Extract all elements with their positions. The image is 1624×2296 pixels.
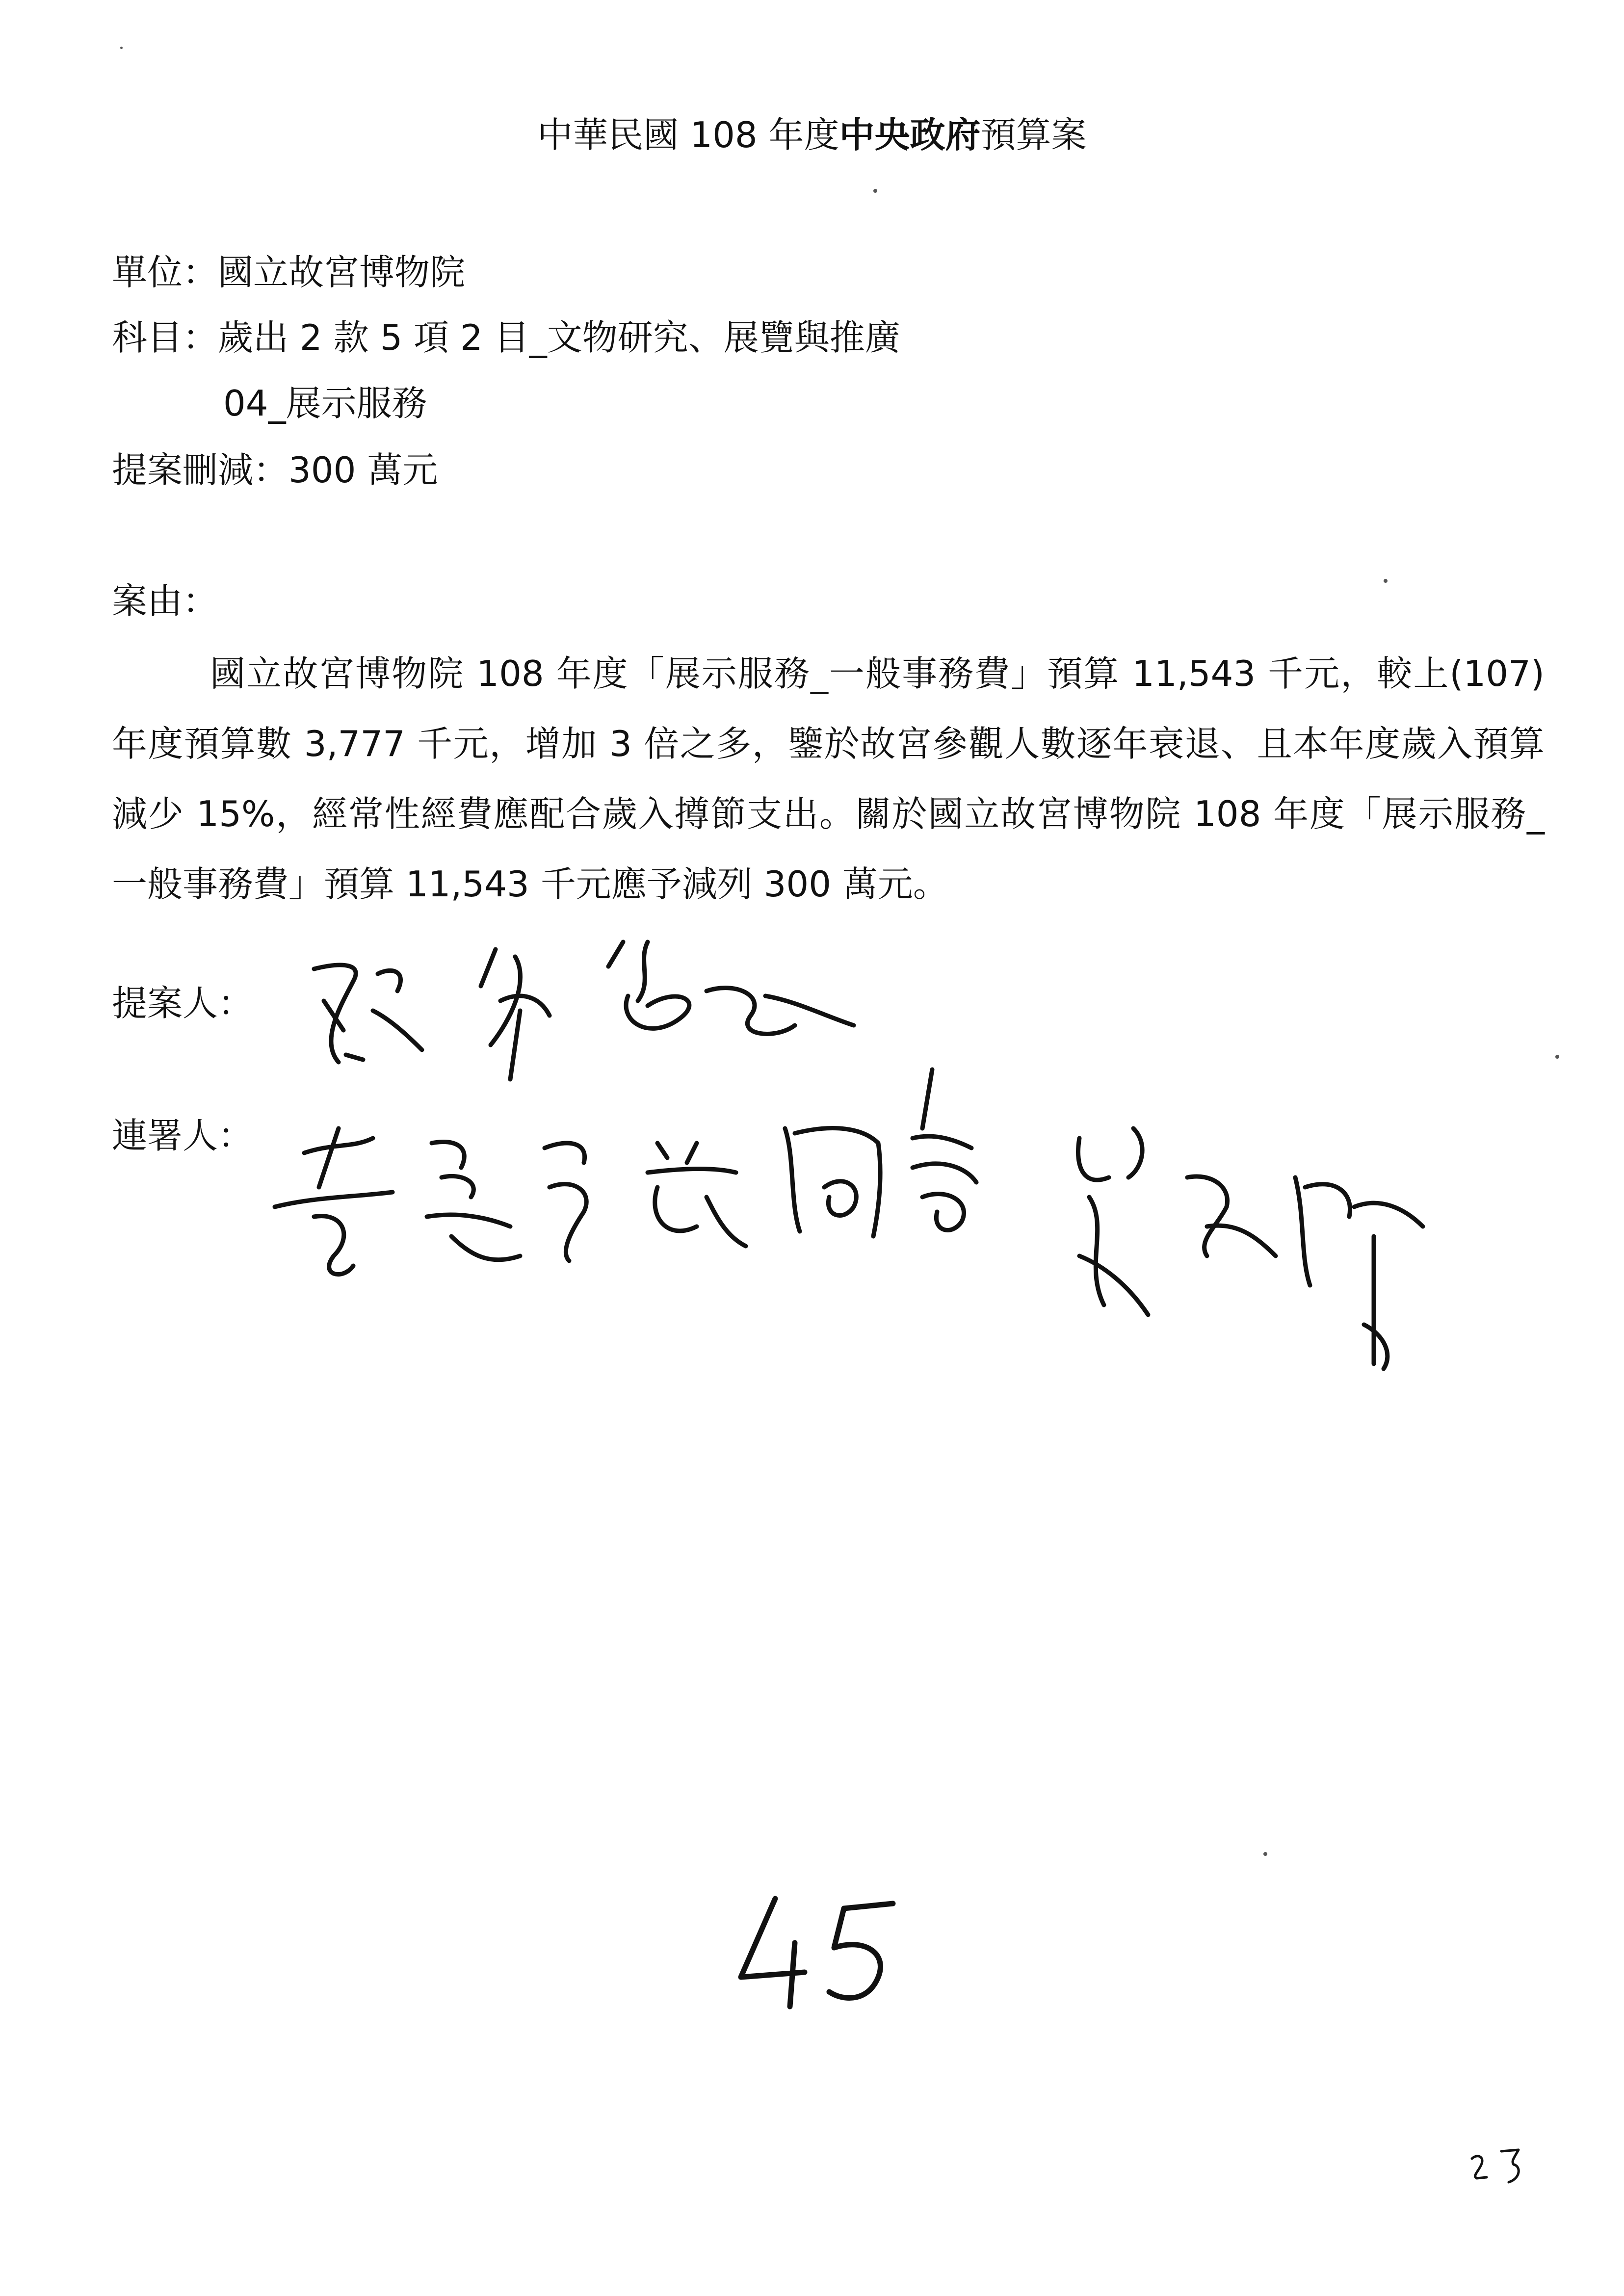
scan-speck [120,47,123,49]
corner-number-handwritten [1472,2150,1519,2182]
title-government: 中央政府 [839,114,981,156]
title-year: 中華民國 108 年度 [537,114,839,156]
cosigner-signatures [275,1070,1423,1369]
scan-speck [1555,1055,1559,1059]
document-title [0,110,1624,159]
unit-line: 單位：國立故宮博物院 [112,252,466,293]
scan-speck [1263,1852,1267,1856]
reduction-line: 提案刪減：300 萬元 [112,449,438,491]
page-number-handwritten [741,1899,893,2007]
reason-label: 案由： [112,580,218,622]
subject-line: 科目：歲出 2 款 5 項 2 目_文物研究、展覽與推廣 [112,317,900,358]
proposer-signature [314,942,854,1079]
scan-speck [1384,579,1388,583]
subject-subitem: 04_展示服務 [223,383,427,424]
title-budget: 預算案 [980,114,1087,156]
reason-paragraph: 國立故宮博物院 108 年度「展示服務_一般事務費」預算 11,543 千元，較上(107)年度預算數 3,777 千元，增加 3 倍之多，鑒於故宮參觀人數逐年衰退、且本年度歲入預算減少 15%，經常性經費應配合歲入撙節支出。關於國立故宮博物院 108 年度「展示服務_一般事務費」預算 11,543 千元應予減列 300 萬元。 [112,653,1545,905]
scan-speck [873,189,877,193]
cosigner-label: 連署人： [112,1115,254,1156]
proposer-label: 提案人： [112,983,254,1024]
